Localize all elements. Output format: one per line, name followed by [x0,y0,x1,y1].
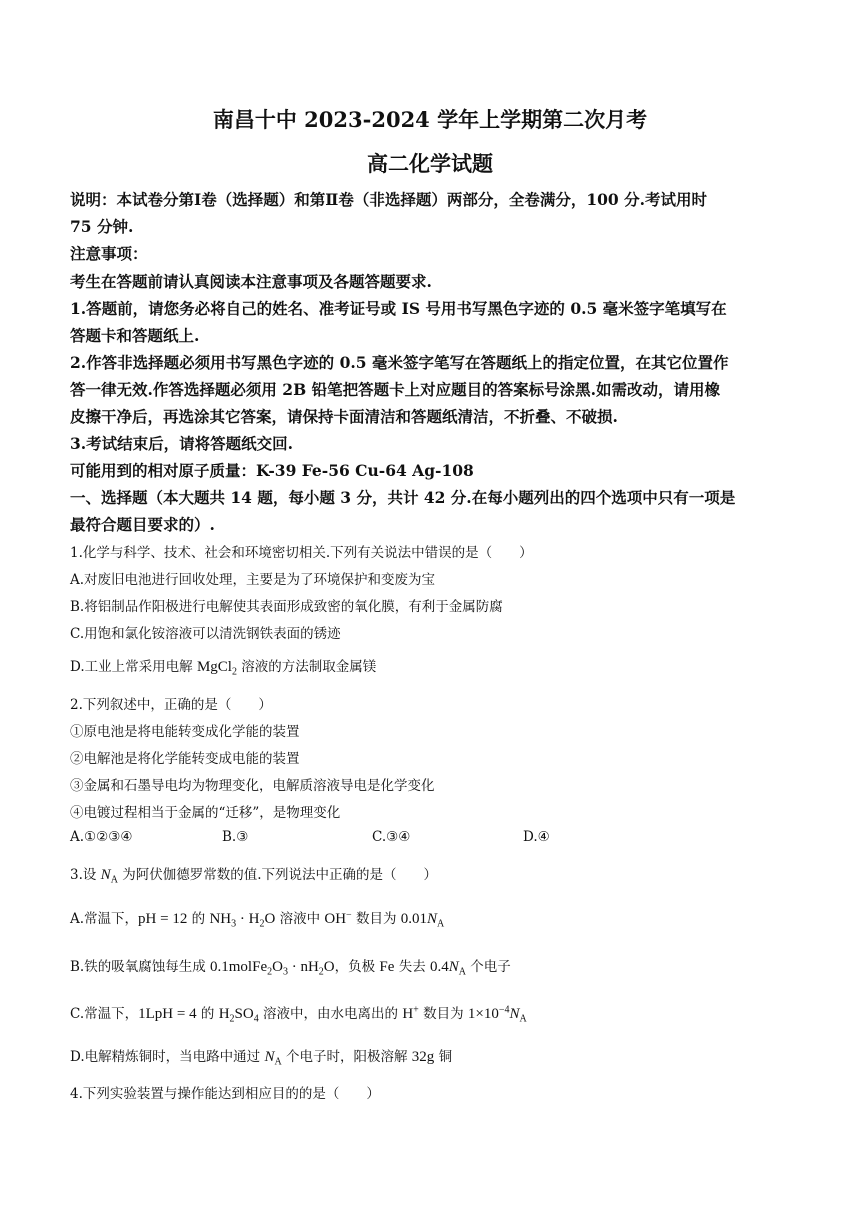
page-title: 南昌十中 2023-2024 学年上学期第二次月考 [212,107,648,132]
q2-statement-4: ④电镀过程相当于金属的“迁移”，是物理变化 [70,805,341,821]
notes-line-1: 说明：本试卷分第Ⅰ卷（选择题）和第Ⅱ卷（非选择题）两部分，全卷满分，100 分.考试用时 [70,190,707,209]
q2-statement-2: ②电解池是将化学能转变成电能的装置 [70,751,300,767]
q2-option-d: D.④ [523,829,550,845]
notes-line-8: 答一律无效.作答选择题必须用 2B 铅笔把答题卡上对应题目的答案标号涂黑.如需改动，请用橡 [70,380,720,399]
notes-line-2: 75 分钟. [70,217,134,236]
page-subtitle: 高二化学试题 [367,151,493,176]
notes-line-7: 2.作答非选择题必须用书写黑色字迹的 0.5 毫米签字笔写在答题纸上的指定位置，在其它位置作 [70,353,729,372]
notes-line-6: 答题卡和答题纸上. [70,326,200,345]
notes-line-4: 考生在答题前请认真阅读本注意事项及各题答题要求. [70,272,432,291]
q1-option-c: C.用饱和氯化铵溶液可以清洗钢铁表面的锈迹 [70,626,341,642]
q3-option-d: D.电解精炼铜时，当电路中通过 $N_A$ 个电子时，阳极溶解 32g 铜 [70,1049,453,1068]
section-heading-1b: 最符合题目要求的）. [70,515,215,534]
q2-statement-1: ①原电池是将电能转变成化学能的装置 [70,724,300,740]
q3-stem: 3.设 $N_A$ 为阿伏伽德罗常数的值.下列说法中正确的是（ ） [70,867,438,886]
q3-option-c: C.常温下，1LpH = 4 的 $H_2SO_4$ 溶液中，由水电离出的 H+ 数目为 $1\times 10^{-4}N_A$ [70,1004,527,1025]
atomic-mass-line: 可能用到的相对原子质量：K-39 Fe-56 Cu-64 Ag-108 [70,461,474,480]
q2-option-b: B.③ [222,829,249,845]
section-heading-1a: 一、选择题（本大题共 14 题，每小题 3 分，共计 42 分.在每小题列出的四个选项中只有一项是 [70,488,736,507]
q3-option-b: B.铁的吸氧腐蚀每生成 $0.1molFe_2O_3 \cdot nH_2O$，负极 Fe 失去 $0.4N_A$ 个电子 [70,959,511,978]
notes-line-5: 1.答题前，请您务必将自己的姓名、准考证号或 IS 号用书写黑色字迹的 0.5 毫米签字笔填写在 [70,299,727,318]
q1-option-d: D.工业上常采用电解 MgCl$_2$ 溶液的方法制取金属镁 [70,659,377,678]
q3-option-a: A.常温下，pH = 12 的 $NH_3 \cdot H_2O$ 溶液中 OH− 数目为 $0.01N_A$ [70,909,445,930]
q2-option-a: A.①②③④ [70,829,133,845]
q2-option-c: C.③④ [372,829,411,845]
q2-statement-3: ③金属和石墨导电均为物理变化，电解质溶液导电是化学变化 [70,778,435,794]
notes-heading: 注意事项： [70,244,148,263]
q1-option-a: A.对废旧电池进行回收处理，主要是为了环境保护和变废为宝 [70,572,436,588]
q2-stem: 2.下列叙述中，正确的是（ ） [70,697,272,713]
q4-stem: 4.下列实验装置与操作能达到相应目的的是（ ） [70,1086,380,1102]
notes-line-9: 皮擦干净后，再选涂其它答案，请保持卡面清洁和答题纸清洁，不折叠、不破损. [70,407,618,426]
q1-stem: 1.化学与科学、技术、社会和环境密切相关.下列有关说法中错误的是（ ） [70,545,533,561]
q1-option-b: B.将铝制品作阳极进行电解使其表面形成致密的氧化膜，有利于金属防腐 [70,599,503,615]
notes-line-10: 3.考试结束后，请将答题纸交回. [70,434,294,453]
